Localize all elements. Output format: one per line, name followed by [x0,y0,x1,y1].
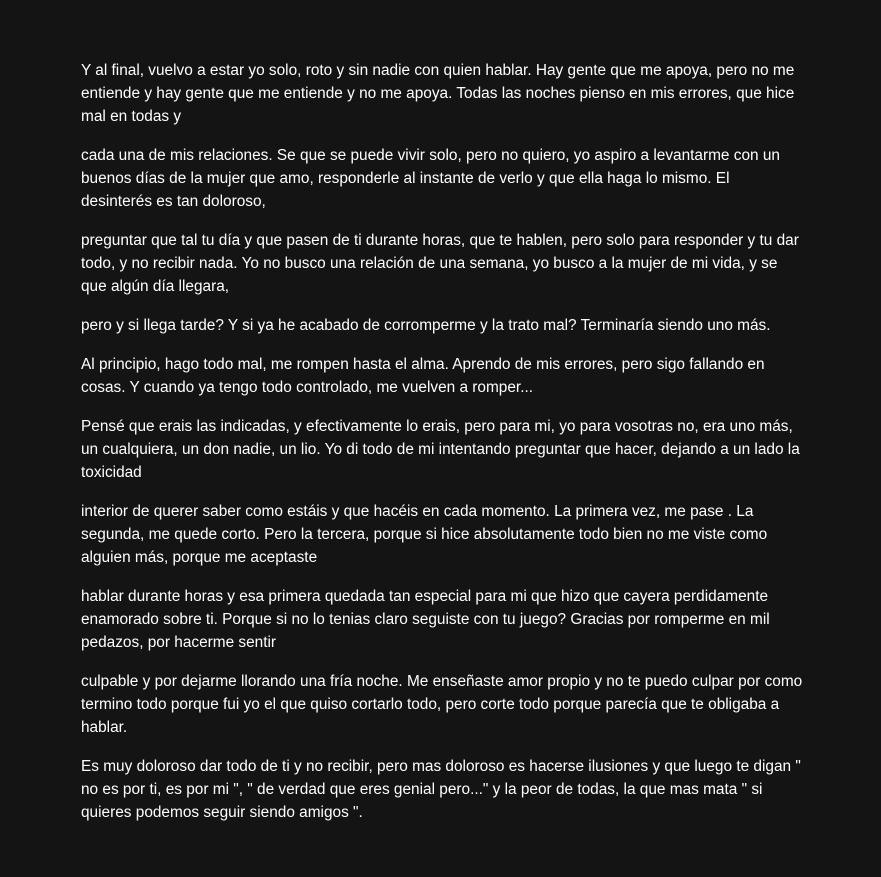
paragraph-9: culpable y por dejarme llorando una fría noche. Me enseñaste amor propio y no te puedo culpar por como termino todo porque fui yo el que quiso cortarlo todo, pero corte todo porque parecía que te obligaba a hablar. [81,673,803,736]
paragraph-8: hablar durante horas y esa primera quedada tan especial para mi que hizo que cayera perdidamente enamorado sobre ti. Porque si no lo tenias claro seguiste con tu juego? Gracias por romperme en mil pedazos, por hacerme sentir [81,588,770,651]
paragraph-4: pero y si llega tarde? Y si ya he acabado de corromperme y la trato mal? Terminaría siendo uno más. [81,317,771,334]
paragraph-3: preguntar que tal tu día y que pasen de ti durante horas, que te hablen, pero solo para responder y tu dar todo, y no recibir nada. Yo no busco una relación de una semana, yo busco a la mujer de mi vida, y se que algún día llegara, [81,232,799,295]
article-body [81,59,803,840]
paragraph-6: Pensé que erais las indicadas, y efectivamente lo erais, pero para mi, yo para vosotras no, era uno más, un cualquiera, un don nadie, un lio. Yo di todo de mi intentando preguntar que hacer, dejando a un lado la toxicidad [81,418,800,481]
paragraph-2: cada una de mis relaciones. Se que se puede vivir solo, pero no quiero, yo aspiro a levantarme con un buenos días de la mujer que amo, responderle al instante de verlo y que ella haga lo mismo. El desinterés es tan doloroso, [81,147,780,210]
paragraph-5: Al principio, hago todo mal, me rompen hasta el alma. Aprendo de mis errores, pero sigo fallando en cosas. Y cuando ya tengo todo controlado, me vuelven a romper... [81,356,765,396]
paragraph-10: Es muy doloroso dar todo de ti y no recibir, pero mas doloroso es hacerse ilusiones y que luego te digan " no es por ti, es por mi ", " de verdad que eres genial pero..." y la peor de todas, la que mas mata " si quieres podemos seguir siendo amigos ". [81,758,801,821]
paragraph-1: Y al final, vuelvo a estar yo solo, roto y sin nadie con quien hablar. Hay gente que me apoya, pero no me entiende y hay gente que me entiende y no me apoya. Todas las noches pienso en mis errores, que hice mal en todas y [81,62,795,125]
paragraph-7: interior de querer saber como estáis y que hacéis en cada momento. La primera vez, me pase . La segunda, me quede corto. Pero la tercera, porque si hice absolutamente todo bien no me viste como alguien más, porque me aceptaste [81,503,768,566]
